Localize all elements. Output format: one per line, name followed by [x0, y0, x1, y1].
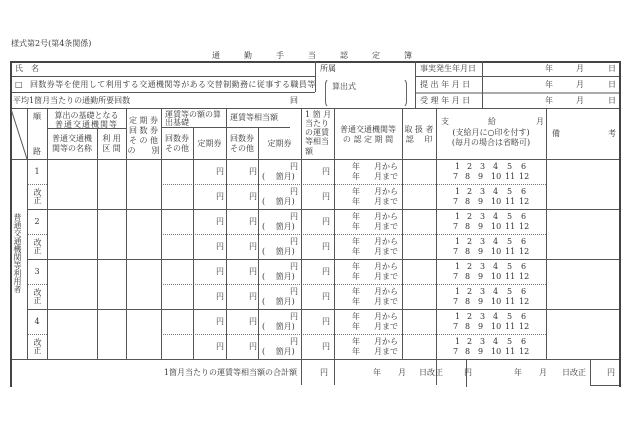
period-to-year: 年 — [352, 322, 360, 331]
pay-month-option[interactable]: 5 — [507, 237, 513, 246]
header-pay-month-note2: (毎月の場合は省略可) — [451, 138, 531, 147]
row-revise-label: 改正 — [33, 188, 42, 204]
pay-month-option[interactable]: 9 — [478, 197, 484, 206]
pay-month-option[interactable]: 12 — [519, 322, 530, 331]
pay-month-option[interactable]: 6 — [521, 312, 527, 321]
pay-month-option[interactable]: 12 — [519, 197, 530, 206]
pay-month-option[interactable]: 2 — [467, 287, 473, 296]
period-to-year: 年 — [352, 272, 360, 281]
avg-commute-label: 平均1箇月当たりの通勤所要回数 — [13, 96, 131, 105]
monthly-yen: 円 — [322, 242, 330, 251]
pay-month-option[interactable]: 6 — [521, 237, 527, 246]
row-revise-label: 改正 — [33, 338, 42, 354]
header-equiv-coupon-2: その他 — [230, 144, 254, 153]
pay-month-option[interactable]: 9 — [478, 272, 484, 281]
total-yen: 円 — [320, 368, 328, 377]
pay-month-option[interactable]: 4 — [493, 287, 499, 296]
header-handler-2: 認 印 — [405, 135, 433, 144]
pay-month-option[interactable]: 10 — [491, 197, 502, 206]
equiv-pass-yen: 円 — [290, 337, 298, 346]
header-route-bottom: 路 — [33, 147, 41, 156]
equiv-coupon-yen: 円 — [249, 342, 257, 351]
equiv-coupon-yen: 円 — [249, 242, 257, 251]
equiv-coupon-yen: 円 — [249, 317, 257, 326]
monthly-yen: 円 — [322, 292, 330, 301]
pay-month-option[interactable]: 5 — [507, 337, 513, 346]
total-label: 1箇月当たりの運賃等相当額の合計額 — [163, 368, 297, 377]
pay-month-option[interactable]: 12 — [519, 247, 530, 256]
affiliation-field[interactable] — [345, 63, 410, 75]
header-pay-month-3: 月 — [536, 117, 544, 126]
equiv-pass-yen: 円 — [290, 287, 298, 296]
header-ticket-type-2: 回 数 券 — [128, 126, 159, 135]
header-basis-2: 普通交通機関等 — [55, 120, 118, 129]
pay-month-option[interactable]: 1 — [455, 187, 461, 196]
monthly-yen: 円 — [322, 217, 330, 226]
affiliation-label: 所属 — [320, 64, 336, 73]
header-fare-basis-1: 運賃等の額の算 — [165, 110, 221, 119]
pay-month-option[interactable]: 2 — [467, 212, 473, 221]
equiv-pass-months: ( 箇月) — [262, 322, 295, 331]
period-to-month: 月まで — [374, 197, 398, 206]
pay-month-option[interactable]: 10 — [491, 322, 502, 331]
period-to-month: 月まで — [374, 172, 398, 181]
fare-pass-yen: 円 — [216, 217, 224, 226]
header-period-1: 普通交通機関等 — [340, 125, 396, 134]
pay-month-option[interactable]: 4 — [493, 262, 499, 271]
header-monthly-4: 等相当 — [305, 137, 329, 146]
pay-month-option[interactable]: 7 — [453, 172, 459, 181]
pay-month-option[interactable]: 4 — [493, 312, 499, 321]
fare-pass-yen: 円 — [216, 317, 224, 326]
total-year: 年 — [373, 368, 381, 377]
monthly-yen: 円 — [322, 317, 330, 326]
equiv-coupon-yen: 円 — [249, 167, 257, 176]
pay-month-option[interactable]: 1 — [455, 162, 461, 171]
period-to-month: 月まで — [374, 347, 398, 356]
total-yen-3: 円 — [607, 368, 615, 377]
header-pay-month-note1: (支給月に○印を付す) — [452, 128, 530, 137]
checkbox-icon[interactable]: □ — [15, 80, 23, 89]
pay-month-option[interactable]: 7 — [453, 222, 459, 231]
header-section-2: 区 間 — [102, 144, 121, 153]
pay-month-option[interactable]: 2 — [467, 187, 473, 196]
pay-month-option[interactable]: 8 — [465, 247, 471, 256]
header-handler-1: 取 扱 者 — [404, 125, 434, 134]
header-fare-pass: 定期券 — [197, 139, 222, 148]
pay-month-option[interactable]: 7 — [453, 322, 459, 331]
equiv-pass-months: ( 箇月) — [262, 172, 295, 181]
avg-commute-unit: 回 — [290, 96, 298, 105]
pay-month-option[interactable]: 11 — [505, 197, 516, 206]
pay-month-option[interactable]: 9 — [478, 347, 484, 356]
monthly-yen: 円 — [322, 267, 330, 276]
header-monthly-3: の運賃 — [305, 128, 329, 137]
equiv-pass-months: ( 箇月) — [262, 297, 295, 306]
equiv-pass-yen: 円 — [290, 312, 298, 321]
pay-month-option[interactable]: 12 — [519, 272, 530, 281]
period-from-month: 月から — [374, 262, 398, 271]
pay-month-option[interactable]: 9 — [478, 322, 484, 331]
header-fare-coupon-2: その他 — [165, 144, 189, 153]
pay-month-option[interactable]: 5 — [507, 212, 513, 221]
equiv-pass-yen: 円 — [290, 162, 298, 171]
period-from-year: 年 — [352, 187, 360, 196]
pay-month-option[interactable]: 12 — [519, 222, 530, 231]
period-from-year: 年 — [352, 337, 360, 346]
equiv-coupon-yen: 円 — [249, 217, 257, 226]
header-remarks-2: 考 — [608, 129, 616, 138]
equiv-pass-yen: 円 — [290, 262, 298, 271]
total-yen-2: 円 — [464, 368, 472, 377]
pay-month-option[interactable]: 4 — [493, 187, 499, 196]
row-revise-label: 改正 — [33, 238, 42, 254]
pay-month-option[interactable]: 10 — [491, 297, 502, 306]
header-carrier-2: 関等の名称 — [52, 144, 92, 153]
name-field[interactable] — [60, 63, 310, 75]
header-route-top: 順 — [33, 112, 41, 121]
pay-month-option[interactable]: 1 — [455, 237, 461, 246]
row-revise-label: 改正 — [33, 288, 42, 304]
header-monthly-5: 額 — [305, 147, 313, 156]
pay-month-option[interactable]: 3 — [480, 287, 486, 296]
row-number: 4 — [34, 317, 40, 326]
total-month: 月 — [398, 368, 406, 377]
equiv-coupon-yen: 円 — [249, 192, 257, 201]
period-from-month: 月から — [374, 312, 398, 321]
pay-month-option[interactable]: 6 — [521, 162, 527, 171]
fare-pass-yen: 円 — [216, 192, 224, 201]
pay-month-option[interactable]: 5 — [507, 262, 513, 271]
pay-month-option[interactable]: 2 — [467, 237, 473, 246]
equiv-coupon-yen: 円 — [249, 267, 257, 276]
period-from-month: 月から — [374, 212, 398, 221]
period-from-month: 月から — [374, 187, 398, 196]
header-basis-1: 算出の基礎となる — [54, 111, 119, 120]
pay-month-option[interactable]: 11 — [505, 172, 516, 181]
header-pay-month-1: 支 — [441, 117, 449, 126]
pay-month-option[interactable]: 8 — [465, 347, 471, 356]
pay-month-option[interactable]: 2 — [467, 162, 473, 171]
pay-month-option[interactable]: 2 — [467, 312, 473, 321]
period-from-year: 年 — [352, 287, 360, 296]
period-to-month: 月まで — [374, 272, 398, 281]
pay-month-option[interactable]: 8 — [465, 222, 471, 231]
equiv-pass-months: ( 箇月) — [262, 222, 295, 231]
pay-month-option[interactable]: 3 — [480, 237, 486, 246]
header-ticket-type-4: の 別 — [127, 146, 160, 155]
pay-month-option[interactable]: 4 — [493, 337, 499, 346]
header-period-2: の 認 定 期 間 — [342, 135, 394, 144]
pay-month-option[interactable]: 1 — [455, 287, 461, 296]
pay-month-option[interactable]: 2 — [467, 262, 473, 271]
pay-month-option[interactable]: 3 — [480, 162, 486, 171]
fare-pass-yen: 円 — [216, 167, 224, 176]
pay-month-option[interactable]: 11 — [505, 322, 516, 331]
pay-month-option[interactable]: 9 — [478, 247, 484, 256]
name-label: 氏 名 — [15, 64, 39, 73]
pay-month-option[interactable]: 11 — [505, 247, 516, 256]
pay-month-option[interactable]: 8 — [465, 197, 471, 206]
pay-month-option[interactable]: 7 — [453, 247, 459, 256]
diagonal-line — [10, 108, 28, 160]
equiv-pass-months: ( 箇月) — [262, 347, 295, 356]
period-to-month: 月まで — [374, 247, 398, 256]
period-from-month: 月から — [374, 162, 398, 171]
pay-month-option[interactable]: 7 — [453, 197, 459, 206]
total-year-2: 年 — [514, 368, 522, 377]
pay-month-option[interactable]: 11 — [505, 272, 516, 281]
period-to-year: 年 — [352, 197, 360, 206]
form-number: 様式第2号(第4条関係) — [11, 39, 92, 48]
period-from-year: 年 — [352, 262, 360, 271]
period-to-year: 年 — [352, 222, 360, 231]
pay-month-option[interactable]: 7 — [453, 297, 459, 306]
pay-month-option[interactable]: 5 — [507, 162, 513, 171]
pay-month-option[interactable]: 3 — [480, 312, 486, 321]
fare-pass-yen: 円 — [216, 267, 224, 276]
pay-month-option[interactable]: 4 — [493, 237, 499, 246]
header-monthly-2: 当たり — [305, 119, 329, 128]
period-to-year: 年 — [352, 247, 360, 256]
pay-month-option[interactable]: 8 — [465, 172, 471, 181]
calc-label: 算出式 — [332, 82, 356, 91]
pay-month-option[interactable]: 11 — [505, 297, 516, 306]
header-fare-basis-2: 出基礎 — [165, 118, 189, 127]
header-pay-month-2: 給 — [488, 117, 496, 126]
equiv-coupon-yen: 円 — [249, 292, 257, 301]
monthly-yen: 円 — [322, 167, 330, 176]
fare-pass-yen: 円 — [216, 342, 224, 351]
period-to-year: 年 — [352, 347, 360, 356]
pay-month-option[interactable]: 10 — [491, 172, 502, 181]
header-equiv-coupon-1: 回数券 — [230, 134, 254, 143]
pay-month-option[interactable]: 10 — [491, 247, 502, 256]
total-month-2: 月 — [539, 368, 547, 377]
equiv-pass-months: ( 箇月) — [262, 197, 295, 206]
monthly-yen: 円 — [322, 192, 330, 201]
period-from-year: 年 — [352, 237, 360, 246]
pay-month-option[interactable]: 6 — [521, 187, 527, 196]
equiv-pass-months: ( 箇月) — [262, 272, 295, 281]
period-to-month: 月まで — [374, 222, 398, 231]
header-remarks-1: 備 — [552, 129, 560, 138]
shift-worker-label: 回数券等を使用して利用する交通機関等がある交替制勤務に従事する職員等 — [30, 80, 316, 89]
header-equiv: 運賃等相当額 — [230, 113, 278, 122]
pay-month-option[interactable]: 7 — [453, 347, 459, 356]
period-from-year: 年 — [352, 212, 360, 221]
side-label: 普通交通機関等利用者 — [13, 213, 22, 293]
period-from-month: 月から — [374, 337, 398, 346]
period-from-month: 月から — [374, 287, 398, 296]
pay-month-option[interactable]: 1 — [455, 337, 461, 346]
total-day-revise: 日改正 — [419, 368, 443, 377]
row-number: 2 — [34, 217, 40, 226]
equiv-pass-yen: 円 — [290, 212, 298, 221]
pay-month-option[interactable]: 6 — [521, 337, 527, 346]
pay-month-option[interactable]: 8 — [465, 272, 471, 281]
header-ticket-type-3: そ の 他 — [128, 136, 159, 145]
fare-pass-yen: 円 — [216, 292, 224, 301]
period-to-month: 月まで — [374, 322, 398, 331]
pay-month-option[interactable]: 10 — [491, 222, 502, 231]
row-number: 1 — [34, 167, 40, 176]
header-fare-coupon-1: 回数券 — [165, 134, 189, 143]
pay-month-option[interactable]: 4 — [493, 212, 499, 221]
pay-month-option[interactable]: 12 — [519, 172, 530, 181]
row-number: 3 — [34, 267, 40, 276]
header-carrier-1: 普通交通機 — [52, 134, 92, 143]
pay-month-option[interactable]: 2 — [467, 337, 473, 346]
pay-month-option[interactable]: 9 — [478, 172, 484, 181]
pay-month-option[interactable]: 10 — [491, 272, 502, 281]
equiv-pass-months: ( 箇月) — [262, 247, 295, 256]
header-monthly-1: 1 箇 月 — [305, 110, 332, 119]
pay-month-option[interactable]: 3 — [480, 187, 486, 196]
period-from-month: 月から — [374, 237, 398, 246]
pay-month-option[interactable]: 11 — [505, 222, 516, 231]
pay-month-option[interactable]: 8 — [465, 322, 471, 331]
pay-month-option[interactable]: 9 — [478, 297, 484, 306]
pay-month-option[interactable]: 12 — [519, 347, 530, 356]
period-to-year: 年 — [352, 297, 360, 306]
pay-month-option[interactable]: 6 — [521, 262, 527, 271]
period-from-year: 年 — [352, 162, 360, 171]
pay-month-option[interactable]: 6 — [521, 287, 527, 296]
header-equiv-pass: 定期券 — [267, 139, 292, 148]
pay-month-option[interactable]: 10 — [491, 347, 502, 356]
pay-month-option[interactable]: 9 — [478, 222, 484, 231]
pay-month-option[interactable]: 11 — [505, 347, 516, 356]
pay-month-option[interactable]: 4 — [493, 162, 499, 171]
pay-month-option[interactable]: 3 — [480, 212, 486, 221]
pay-month-option[interactable]: 3 — [480, 337, 486, 346]
equiv-pass-yen: 円 — [290, 187, 298, 196]
pay-month-option[interactable]: 12 — [519, 297, 530, 306]
fare-pass-yen: 円 — [216, 242, 224, 251]
equiv-pass-yen: 円 — [290, 237, 298, 246]
pay-month-option[interactable]: 5 — [507, 187, 513, 196]
pay-month-option[interactable]: 5 — [507, 287, 513, 296]
monthly-yen: 円 — [322, 342, 330, 351]
pay-month-option[interactable]: 1 — [455, 312, 461, 321]
pay-month-option[interactable]: 8 — [465, 297, 471, 306]
pay-month-option[interactable]: 6 — [521, 212, 527, 221]
pay-month-option[interactable]: 3 — [480, 262, 486, 271]
pay-month-option[interactable]: 1 — [455, 262, 461, 271]
pay-month-option[interactable]: 7 — [453, 272, 459, 281]
period-to-year: 年 — [352, 172, 360, 181]
pay-month-option[interactable]: 5 — [507, 312, 513, 321]
period-to-month: 月まで — [374, 297, 398, 306]
header-section-1: 利 用 — [102, 134, 121, 143]
pay-month-option[interactable]: 1 — [455, 212, 461, 221]
header-ticket-type-1: 定 期 券 — [128, 116, 159, 125]
period-from-year: 年 — [352, 312, 360, 321]
total-day-revise-2: 日改正 — [562, 368, 586, 377]
